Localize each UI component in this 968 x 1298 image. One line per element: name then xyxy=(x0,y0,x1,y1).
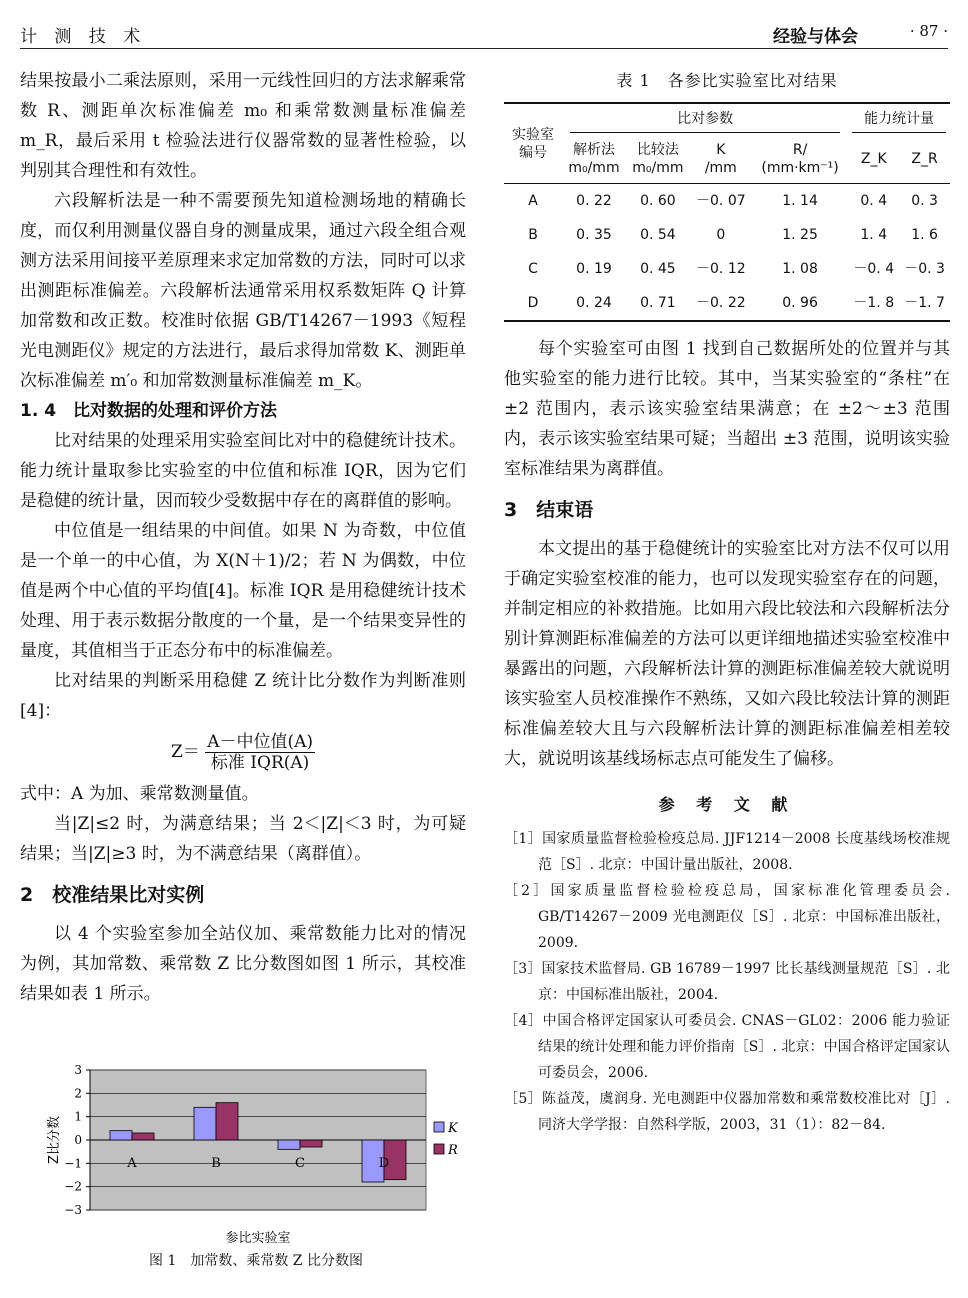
table-header-row xyxy=(504,103,950,137)
reference-item: ［3］国家技术监督局. GB 16789－1997 比长基线测量规范［S］. 北京：中国标准出版社，2004. xyxy=(504,961,950,1003)
bar-K-A xyxy=(110,1131,132,1140)
table-column-header xyxy=(562,137,626,184)
y-tick-label: −3 xyxy=(64,1203,82,1217)
legend-label: K xyxy=(448,1121,458,1136)
table-cell: 0. 35 xyxy=(576,227,612,243)
legend-swatch-R xyxy=(434,1144,444,1154)
x-category-label: C xyxy=(295,1156,305,1171)
references-title: 参 考 文 献 xyxy=(658,795,796,814)
paragraph: 本文提出的基于稳健统计的实验室比对方法不仅可以用于确定实验室校准的能力，也可以发现实验室存在的问题，并制定相应的补救措施。比如用六段比较法和六段解析法分别计算测距标准偏差的方法可以更详细地描述实验室校准中暴露出的问题，六段解析法计算的测距标准偏差较大就说明该实验室人员校准操作不熟练，又如六段比较法计算的测距标准偏差较大且与六段解析法计算的测距标准偏差相差较大，就说明该基线场标志点可能发生了偏移。 xyxy=(504,539,950,769)
header-text: Z_R xyxy=(911,151,938,167)
header-text: 能力统计量 xyxy=(852,110,946,133)
page-number: · 87 · xyxy=(909,22,948,40)
table-cell: －0. 07 xyxy=(696,193,746,209)
header-text: 比对参数 xyxy=(570,110,840,133)
section-heading-3: 3 结束语 xyxy=(504,499,594,521)
reference-item: ［5］陈益茂，虞润身. 光电测距中仪器加常数和乘常数校准比对［J］. 同济大学学报：自然科学版，2003，31（1）：82－84. xyxy=(504,1091,950,1133)
paragraph: 比对结果的判断采用稳健 Z 统计比分数作为判断准则[4]： xyxy=(20,671,466,721)
header-text: m₀/mm xyxy=(568,160,620,176)
bar-R-C xyxy=(300,1140,322,1147)
section-heading-2: 2 校准结果比对实例 xyxy=(20,884,205,906)
table-row xyxy=(504,286,950,321)
references-list xyxy=(504,826,950,1138)
table-cell: 0. 96 xyxy=(782,295,818,311)
table-title: 表 1 各参比实验室比对结果 xyxy=(616,71,838,90)
table-row xyxy=(504,184,950,219)
results-table xyxy=(504,102,950,322)
table-cell: 0. 45 xyxy=(640,261,676,277)
table-cell: 0. 4 xyxy=(860,193,888,209)
table-header-lab xyxy=(504,103,562,184)
table-column-header xyxy=(899,137,950,184)
table-cell: 1. 6 xyxy=(911,227,938,243)
table-column-header xyxy=(690,137,752,184)
paragraph: 式中：A 为加、乘常数测量值。 xyxy=(20,784,259,804)
header-text: 实验室 xyxy=(512,126,554,143)
equation-denominator: 标准 IQR(A) xyxy=(210,753,310,773)
table-cell: D xyxy=(527,295,539,311)
paragraph: 当|Z|≤2 时，为满意结果；当 2＜|Z|＜3 时，为可疑结果；当|Z|≥3 时，为不满意结果（离群值）。 xyxy=(20,814,466,864)
table-cell: 0. 60 xyxy=(640,193,676,209)
paragraph: 比对结果的处理采用实验室间比对中的稳健统计技术。能力统计量取参比实验室的中位值和标准 IQR，因为它们是稳健的统计量，因而较少受数据中存在的离群值的影响。 xyxy=(20,431,466,511)
figure-1 xyxy=(36,1060,456,1290)
header-text: 解析法 xyxy=(572,142,615,158)
paragraph: 中位值是一组结果的中间值。如果 N 为奇数，中位值是一个单一的中心值，为 X(N＋1)/2；若 N 为偶数，中位值是两个中心值的平均值[4]。标准 IQR 是用稳健统计技术处理、用于表示数据分散度的一个量，是一个结果变异性的量度，其值相当于正态分布中的标准偏差。 xyxy=(20,521,466,661)
y-tick-label: 0 xyxy=(74,1133,82,1147)
section-heading-1-4: 1. 4 比对数据的处理和评价方法 xyxy=(20,401,278,421)
bar-K-C xyxy=(278,1140,300,1149)
equation-lhs: Z＝ xyxy=(170,742,200,762)
x-category-label: A xyxy=(127,1156,137,1171)
header-text: 编号 xyxy=(519,144,547,161)
x-axis-label: 参比实验室 xyxy=(225,1231,291,1246)
right-column xyxy=(504,66,950,1138)
table-header-group xyxy=(562,103,848,137)
y-tick-label: −2 xyxy=(64,1179,82,1194)
y-tick-label: −1 xyxy=(64,1156,82,1171)
table-cell: 1. 25 xyxy=(782,227,818,243)
paragraph: 六段解析法是一种不需要预先知道检测场地的精确长度，而仅利用测量仪器自身的测量成果，通过六段全组合观测方法采用间接平差原理来求定加常数的方法，同时可以求出测距标准偏差。六段解析法通常采用权系数矩阵 Q 计算加常数和改正数。校准时依据 GB/T14267－1993《短程光电测距仪》规定的方法进行，最后求得加常数 K、测距单次标准偏差 m′₀ 和加常数测量标准偏差 m_K。 xyxy=(20,191,466,391)
header-text: (mm·km⁻¹) xyxy=(761,160,839,176)
table-body xyxy=(504,184,950,322)
table-column-header xyxy=(848,137,899,184)
table-cell: 0. 24 xyxy=(576,295,612,311)
table-cell: －0. 22 xyxy=(696,295,746,311)
table-column-header xyxy=(626,137,690,184)
equation-numerator: A－中位值(A) xyxy=(207,732,314,752)
x-category-label: B xyxy=(211,1156,221,1171)
bar-K-B xyxy=(194,1107,216,1140)
section-title: 经验与体会 xyxy=(773,27,858,47)
y-tick-label: 3 xyxy=(74,1063,82,1077)
table-row xyxy=(504,218,950,252)
figure-caption: 图 1 加常数、乘常数 Z 比分数图 xyxy=(149,1253,363,1269)
y-axis-label: Z比分数 xyxy=(47,1116,62,1164)
z-score-equation xyxy=(20,732,466,773)
table-cell: 1. 08 xyxy=(782,261,818,277)
table-cell: －1. 8 xyxy=(853,295,895,311)
legend-label: R xyxy=(448,1143,458,1158)
table-cell: C xyxy=(528,261,538,277)
table-cell: －0. 12 xyxy=(696,261,746,277)
table-cell: －1. 7 xyxy=(904,295,945,311)
paragraph: 结果按最小二乘法原则，采用一元线性回归的方法求解乘常数 R、测距单次标准偏差 m₀ 和乘常数测量标准偏差 m_R，最后采用 t 检验法进行仪器常数的显著性检验，以判别其合理性和有效性。 xyxy=(20,71,466,181)
paragraph: 每个实验室可由图 1 找到自己数据所处的位置并与其他实验室的能力进行比较。其中，当某实验室的“条柱”在 ±2 范围内，表示该实验室结果满意；在 ±2～±3 范围内，表示该实验室结果可疑；当超出 ±3 范围，说明该实验室标准结果为离群值。 xyxy=(504,339,950,479)
table-row xyxy=(504,252,950,286)
table-cell: 0. 54 xyxy=(640,227,676,243)
table-cell: 0. 22 xyxy=(576,193,612,209)
reference-item: ［1］国家质量监督检验检疫总局. JJF1214－2008 长度基线场校准规范［S］. 北京：中国计量出版社，2008. xyxy=(504,831,950,873)
table-cell: －0. 3 xyxy=(904,261,945,277)
table-cell: 1. 4 xyxy=(860,227,888,243)
header-text: K xyxy=(716,142,726,158)
y-tick-label: 2 xyxy=(74,1086,82,1101)
equation-fraction xyxy=(205,732,315,773)
bar-R-A xyxy=(132,1133,154,1140)
header-text: 比较法 xyxy=(636,142,679,158)
table-cell: B xyxy=(528,227,538,243)
header-text: Z_K xyxy=(860,151,887,167)
legend-swatch-K xyxy=(434,1122,444,1132)
reference-item: ［2］国家质量监督检验检疫总局，国家标准化管理委员会. GB/T14267－2009 光电测距仪［S］. 北京：中国标准出版社，2009. xyxy=(504,883,950,951)
table-cell: 0 xyxy=(716,227,726,243)
table-cell: 0. 71 xyxy=(640,295,676,311)
x-category-label: D xyxy=(378,1156,390,1171)
header-text: /mm xyxy=(704,160,737,176)
z-score-bar-chart xyxy=(36,1060,476,1250)
table-column-header xyxy=(752,137,849,184)
table-subheader-row xyxy=(504,137,950,184)
table-header-group xyxy=(848,103,950,137)
paragraph: 以 4 个实验室参加全站仪加、乘常数能力比对的情况为例，其加常数、乘常数 Z 比分数图如图 1 所示，其校准结果如表 1 所示。 xyxy=(20,924,466,1004)
header-text: R/ xyxy=(792,142,808,158)
table-cell: 1. 14 xyxy=(782,193,818,209)
bar-R-B xyxy=(216,1103,238,1140)
y-tick-label: 1 xyxy=(74,1109,82,1124)
table-cell: 0. 19 xyxy=(576,261,612,277)
page-header xyxy=(20,14,948,49)
table-cell: 0. 3 xyxy=(911,193,938,209)
table-cell: －0. 4 xyxy=(853,261,895,277)
table-cell: A xyxy=(528,193,538,209)
left-column xyxy=(20,66,466,1009)
header-text: m₀/mm xyxy=(632,160,684,176)
journal-name: 计 测 技 术 xyxy=(20,27,147,47)
reference-item: ［4］中国合格评定国家认可委员会. CNAS－GL02：2006 能力验证结果的统计处理和能力评价指南［S］. 北京：中国合格评定国家认可委员会，2006. xyxy=(504,1013,950,1081)
